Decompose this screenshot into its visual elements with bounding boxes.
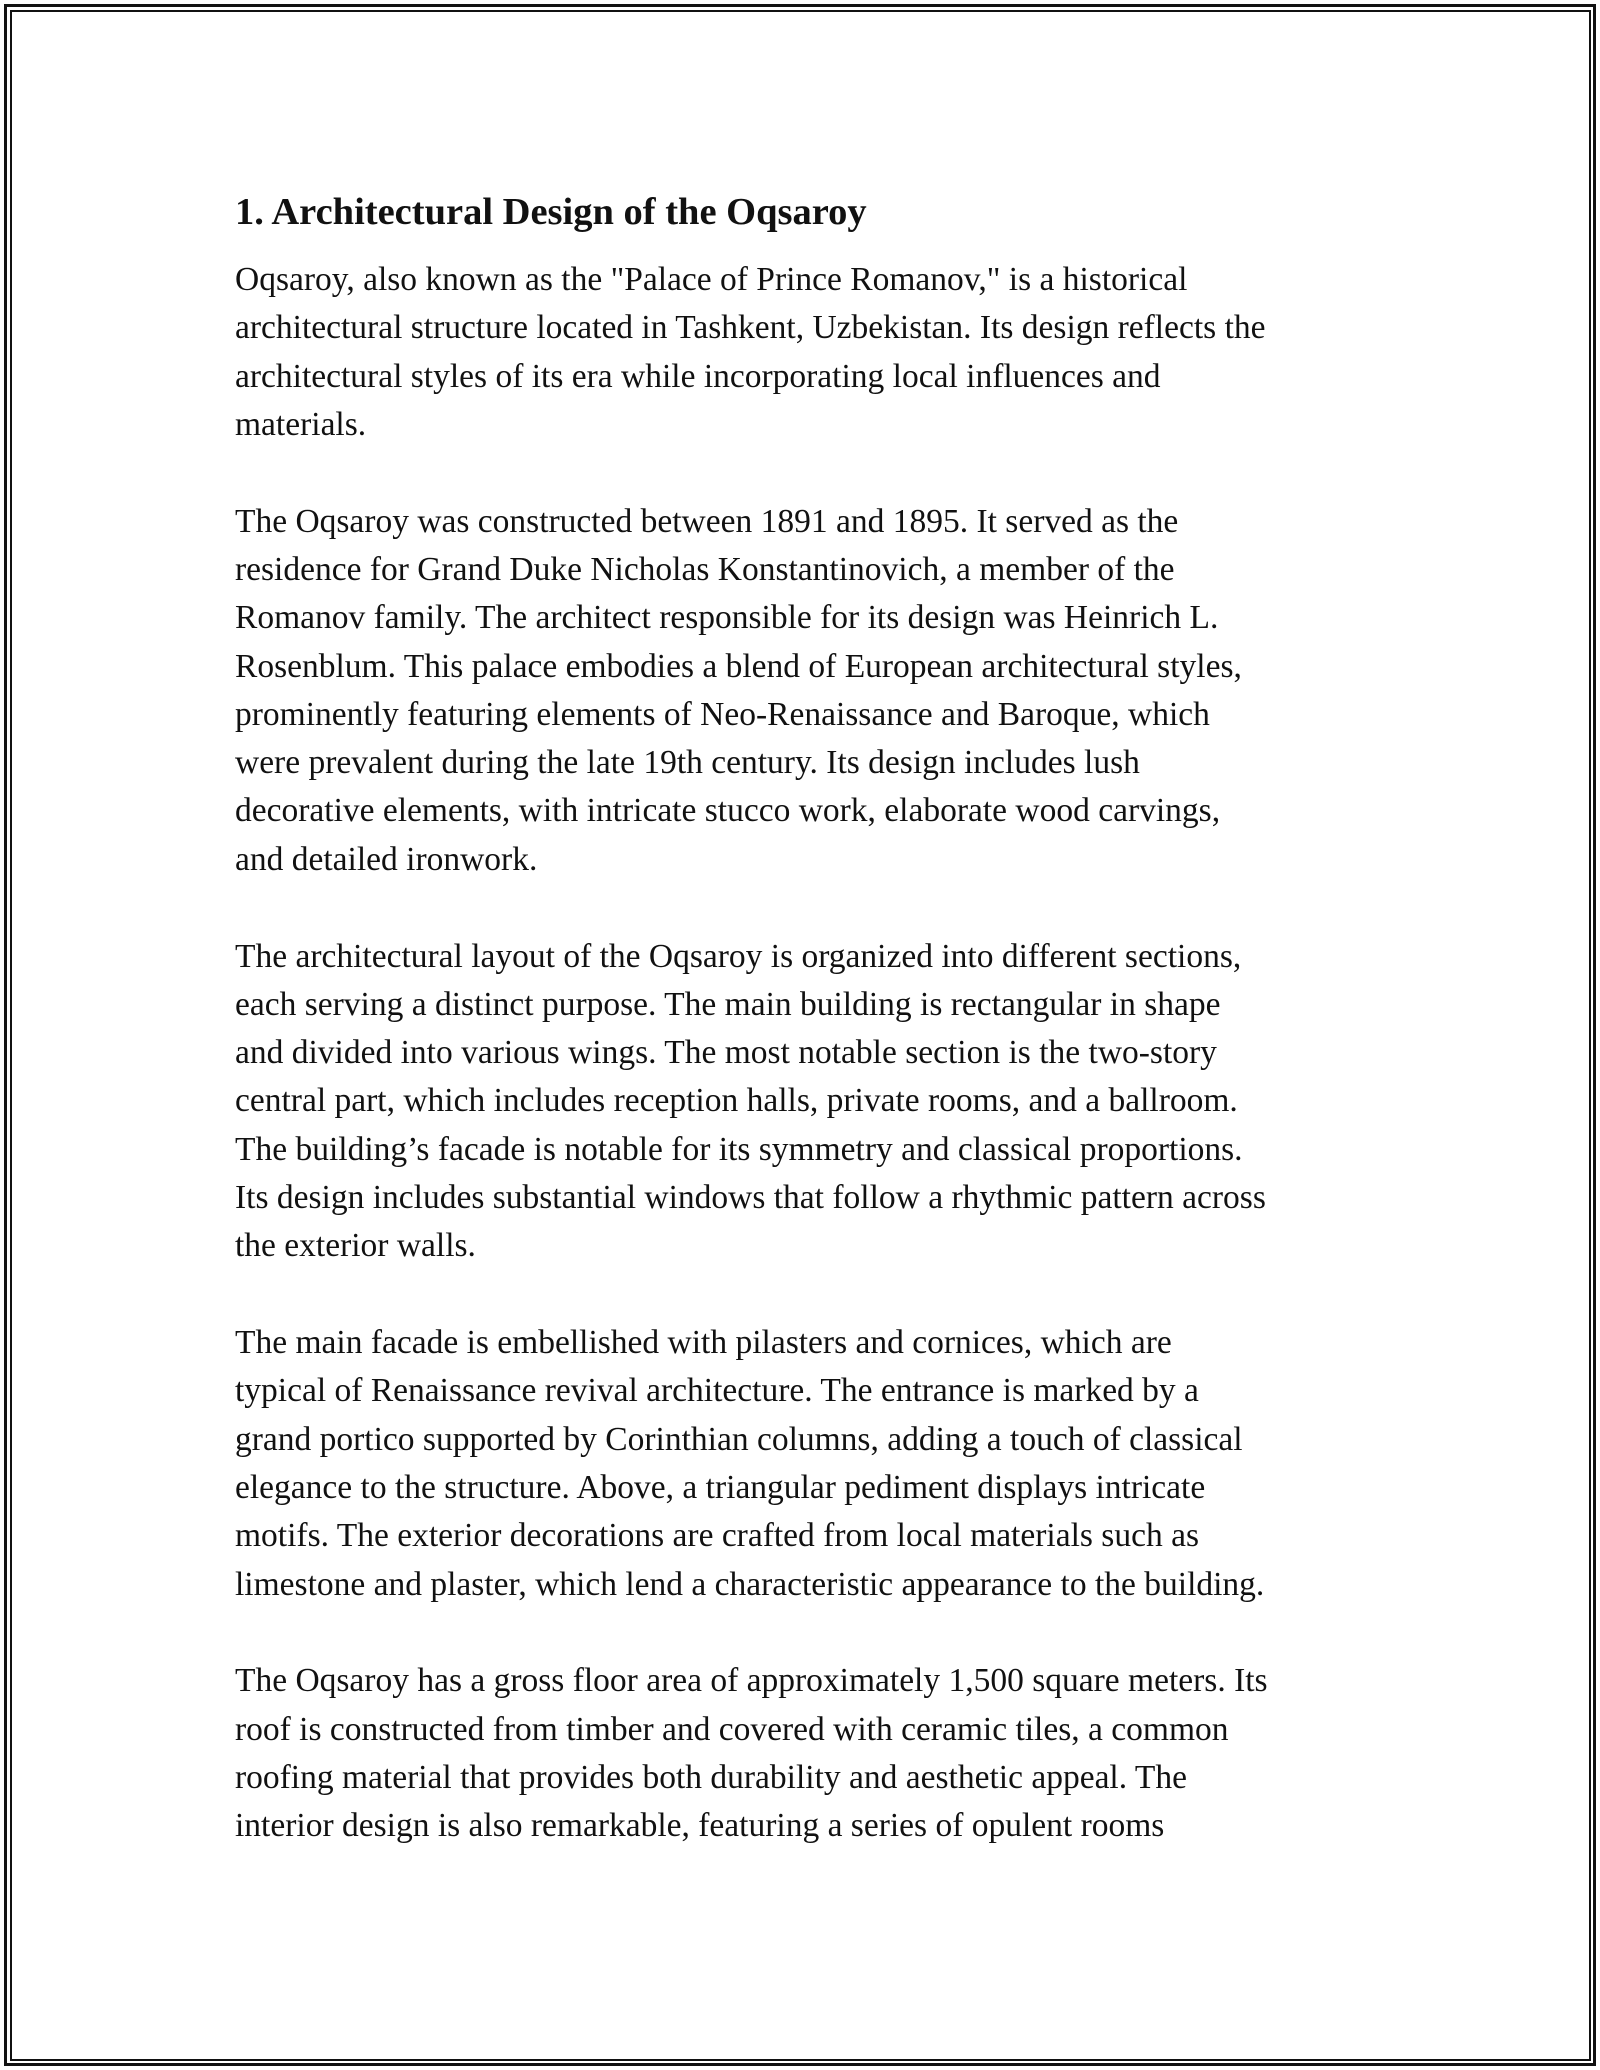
document-body — [235, 186, 1375, 1899]
text-line: central part, which includes reception halls, private rooms, and a ballroom. — [235, 1082, 1238, 1120]
text-line: Romanov family. The architect responsible for its design was Heinrich L. — [235, 599, 1219, 637]
text-line: typical of Renaissance revival architecture. The entrance is marked by a — [235, 1372, 1199, 1410]
text-line: architectural styles of its era while incorporating local influences and — [235, 357, 1161, 395]
text-line: limestone and plaster, which lend a characteristic appearance to the building. — [235, 1565, 1265, 1603]
text-line: roofing material that provides both durability and aesthetic appeal. The — [235, 1759, 1187, 1797]
paragraph-introduction — [235, 256, 1375, 449]
text-line: and divided into various wings. The most notable section is the two-story — [235, 1034, 1217, 1072]
text-line: architectural structure located in Tashkent, Uzbekistan. Its design reflects the — [235, 309, 1266, 347]
text-line: residence for Grand Duke Nicholas Konstantinovich, a member of the — [235, 550, 1175, 588]
text-line: decorative elements, with intricate stucco work, elaborate wood carvings, — [235, 792, 1221, 830]
paragraph-history — [235, 498, 1375, 884]
section-heading: 1. Architectural Design of the Oqsaroy — [235, 191, 867, 233]
text-line: elegance to the structure. Above, a triangular pediment displays intricate — [235, 1469, 1206, 1507]
text-line: The Oqsaroy was constructed between 1891 and 1895. It served as the — [235, 502, 1179, 540]
text-line: Rosenblum. This palace embodies a blend of European architectural styles, — [235, 647, 1242, 685]
paragraph-facade — [235, 1319, 1375, 1609]
text-line: were prevalent during the late 19th century. Its design includes lush — [235, 744, 1140, 782]
text-line: The architectural layout of the Oqsaroy is organized into different sections, — [235, 937, 1242, 975]
text-line: prominently featuring elements of Neo-Renaissance and Baroque, which — [235, 695, 1210, 733]
text-line: Its design includes substantial windows that follow a rhythmic pattern across — [235, 1179, 1266, 1217]
text-line: interior design is also remarkable, featuring a series of opulent rooms — [235, 1807, 1165, 1845]
text-line: The main facade is embellished with pilasters and cornices, which are — [235, 1324, 1172, 1362]
text-line: motifs. The exterior decorations are crafted from local materials such as — [235, 1517, 1199, 1555]
text-line: each serving a distinct purpose. The main building is rectangular in shape — [235, 985, 1221, 1023]
text-line: The Oqsaroy has a gross floor area of approximately 1,500 square meters. Its — [235, 1662, 1268, 1700]
text-line: roof is constructed from timber and covered with ceramic tiles, a common — [235, 1710, 1229, 1748]
text-line: grand portico supported by Corinthian columns, adding a touch of classical — [235, 1420, 1243, 1458]
paragraph-layout — [235, 933, 1375, 1271]
text-line: the exterior walls. — [235, 1227, 476, 1265]
text-line: and detailed ironwork. — [235, 840, 538, 878]
paragraph-floor-area — [235, 1657, 1375, 1850]
text-line: materials. — [235, 405, 367, 443]
text-line: The building’s facade is notable for its symmetry and classical proportions. — [235, 1130, 1243, 1168]
text-line: Oqsaroy, also known as the "Palace of Prince Romanov," is a historical — [235, 261, 1188, 298]
